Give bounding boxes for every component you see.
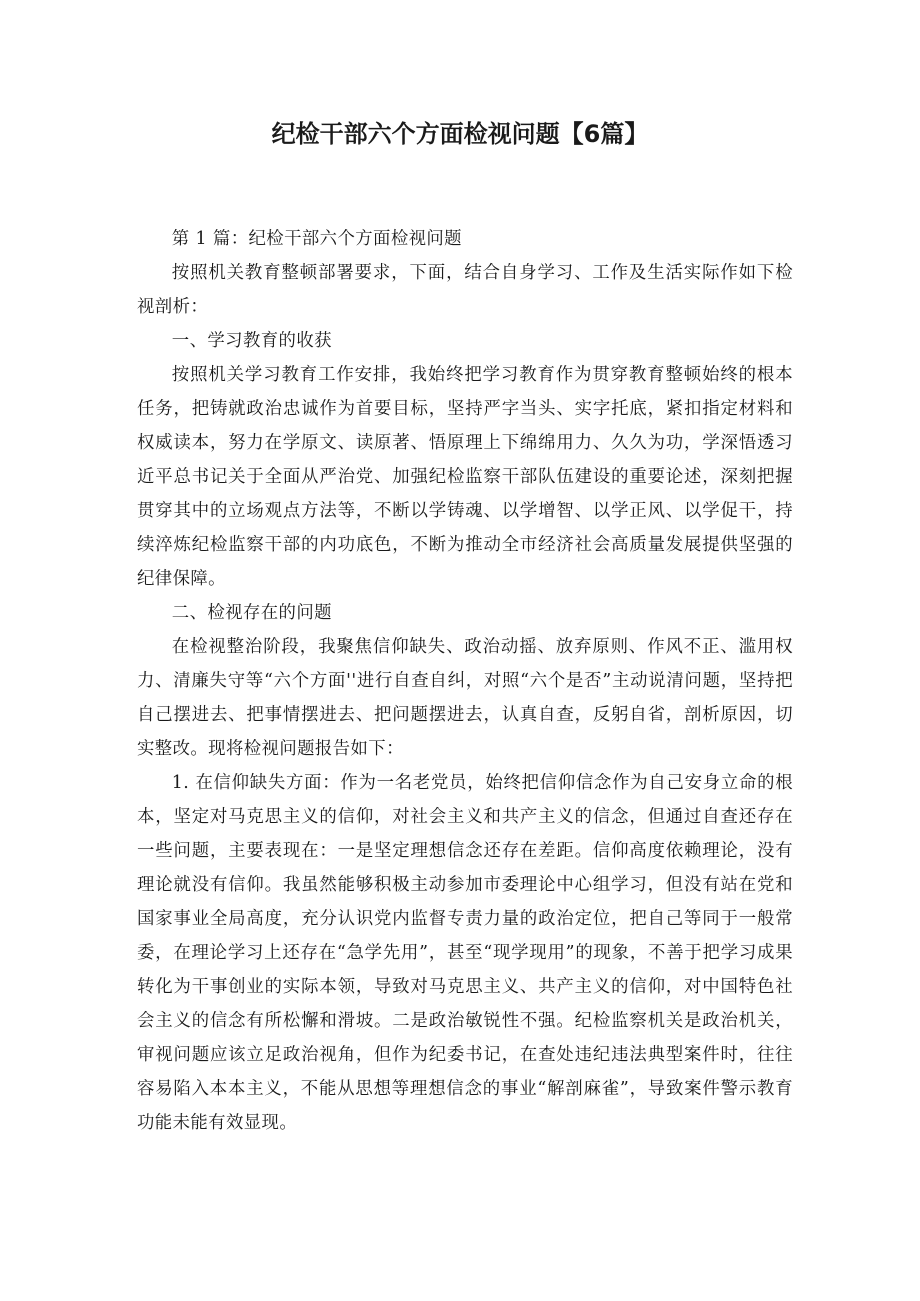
section-1-paragraph: 按照机关学习教育工作安排，我始终把学习教育作为贯穿教育整顿始终的根本任务，把铸就政治忠诚作为首要目标，坚持严字当头、实字托底，紧扣指定材料和权威读本，努力在学原文、读原著、悟原理上下绵绵用力、久久为功，学深悟透习近平总书记关于全面从严治党、加强纪检监察干部队伍建设的重要论述，深刻把握贯穿其中的立场观点方法等，不断以学铸魂、以学增智、以学正风、以学促干，持续淬炼纪检监察干部的内功底色，不断为推动全市经济社会高质量发展提供坚强的纪律保障。 [137,365,793,589]
document-body [137,222,793,1140]
intro-paragraph: 按照机关教育整顿部署要求，下面，结合自身学习、工作及生活实际作如下检视剖析： [137,263,793,317]
item-1-paragraph: 1. 在信仰缺失方面：作为一名老党员，始终把信仰信念作为自己安身立命的根本，坚定对马克思主义的信仰，对社会主义和共产主义的信念，但通过自查还存在一些问题，主要表现在：一是坚定理想信念还存在差距。信仰高度依赖理论，没有理论就没有信仰。我虽然能够积极主动参加市委理论中心组学习，但没有站在党和国家事业全局高度，充分认识党内监督专责力量的政治定位，把自己等同于一般常委，在理论学习上还存在“急学先用”，甚至“现学现用”的现象，不善于把学习成果转化为干事创业的实际本领，导致对马克思主义、共产主义的信仰，对中国特色社会主义的信念有所松懈和滑坡。二是政治敏锐性不强。纪检监察机关是政治机关，审视问题应该立足政治视角，但作为纪委书记，在查处违纪违法典型案件时，往往容易陷入本本主义，不能从思想等理想信念的事业“解剖麻雀”，导致案件警示教育功能未能有效显现。 [137,773,793,1133]
section-2-paragraph: 在检视整治阶段，我聚焦信仰缺失、政治动摇、放弃原则、作风不正、滥用权力、清廉失守等“六个方面''进行自查自纠，对照“六个是否”主动说清问题，坚持把自己摆进去、把事情摆进去、把问题摆进去，认真自查，反躬自省，剖析原因，切实整改。现将检视问题报告如下： [137,637,793,759]
chapter-heading: 第 1 篇：纪检干部六个方面检视问题 [171,229,462,249]
section-2-title: 二、检视存在的问题 [171,603,332,623]
document-title: 纪检干部六个方面检视问题【6篇】 [271,120,649,148]
section-1-title: 一、学习教育的收获 [171,331,332,351]
